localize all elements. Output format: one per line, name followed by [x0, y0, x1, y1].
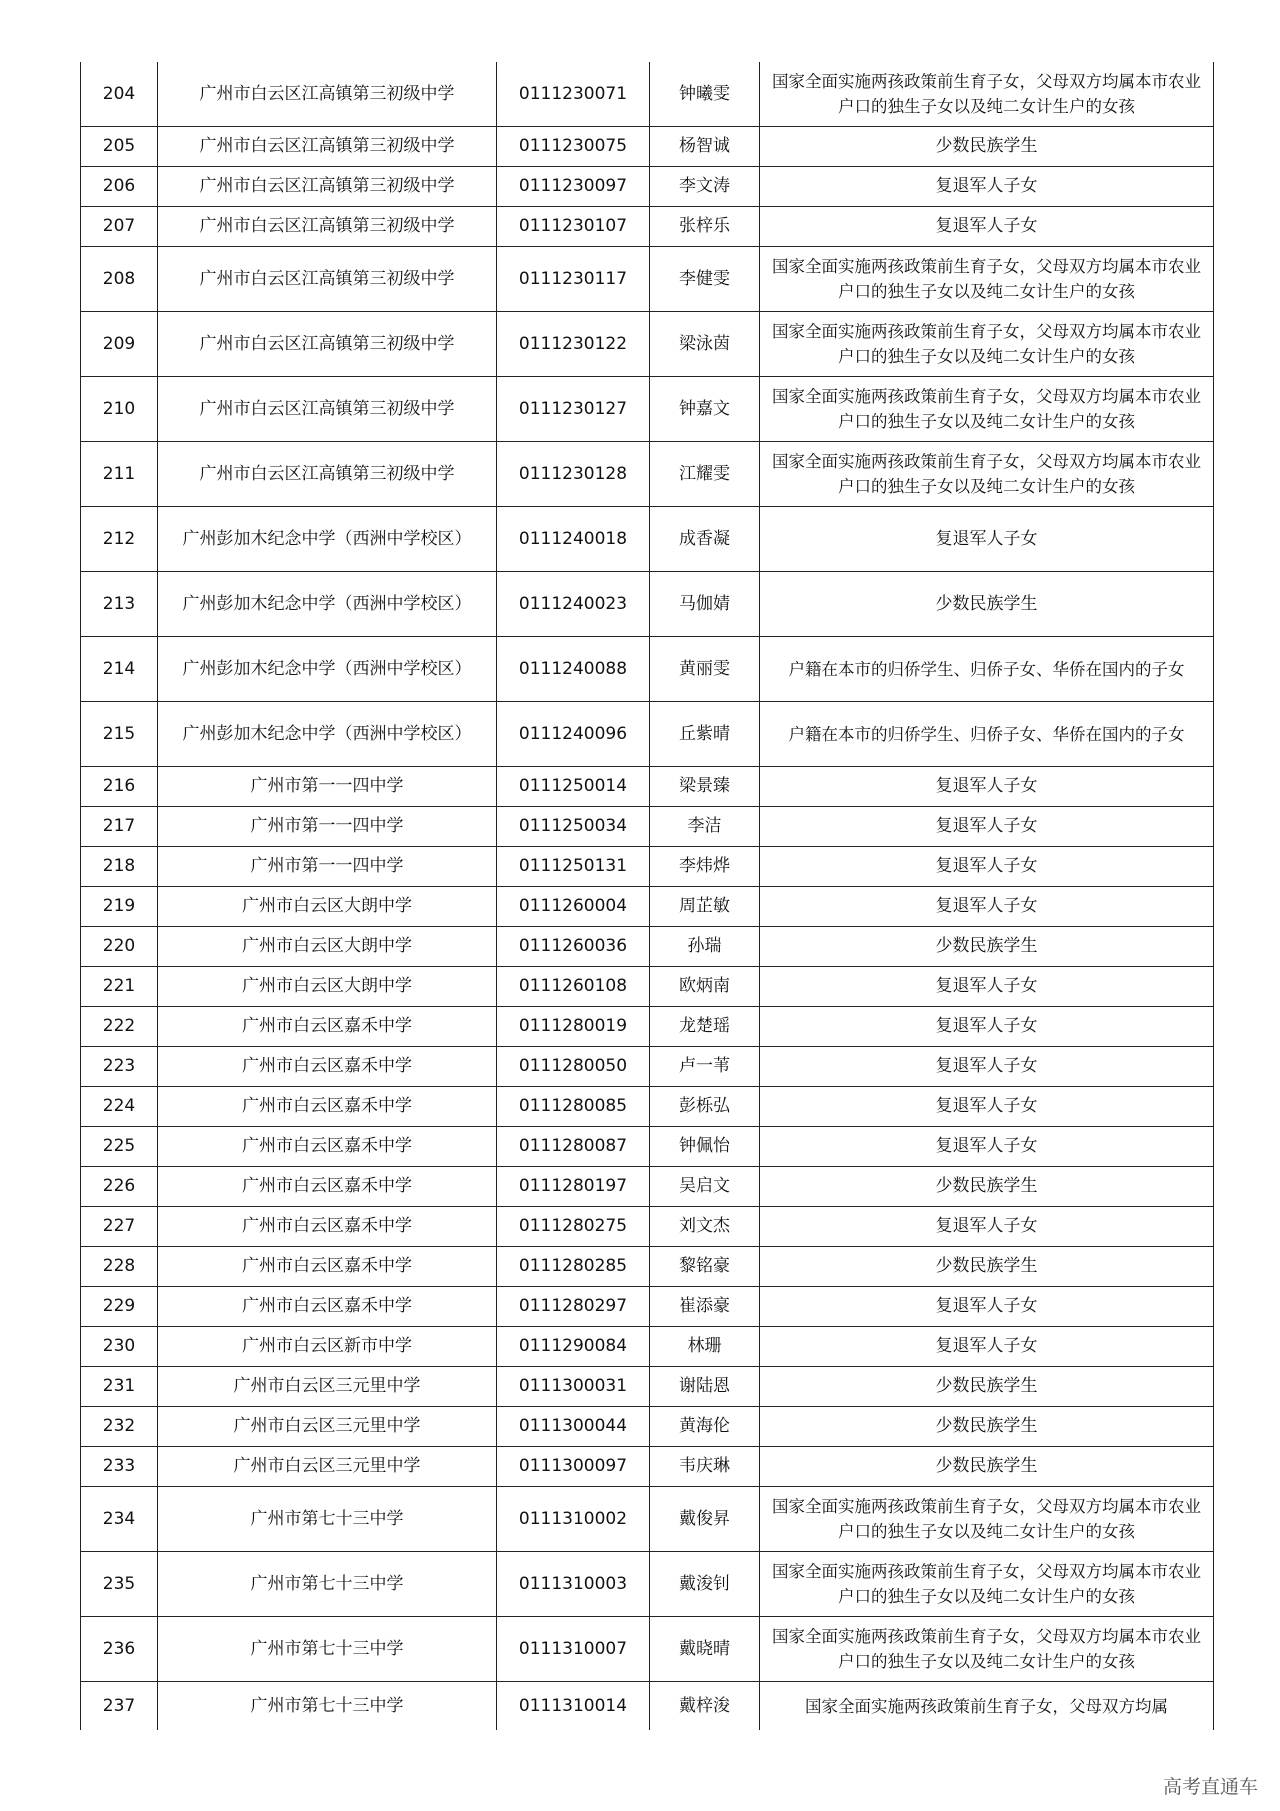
- student-code-cell: 0111250034: [497, 807, 650, 847]
- school-name-cell: 广州市白云区江高镇第三初级中学: [158, 62, 497, 127]
- student-code-cell: 0111300097: [497, 1447, 650, 1487]
- row-index-cell: 206: [81, 167, 158, 207]
- row-index-cell: 216: [81, 767, 158, 807]
- school-name-cell: 广州市白云区江高镇第三初级中学: [158, 377, 497, 442]
- category-cell: 少数民族学生: [760, 127, 1214, 167]
- student-name-cell: 戴俊昇: [650, 1487, 760, 1552]
- table-row: [81, 1167, 1214, 1207]
- table-row: [81, 807, 1214, 847]
- table-row: [81, 1367, 1214, 1407]
- student-code-cell: 0111280197: [497, 1167, 650, 1207]
- category-cell: 国家全面实施两孩政策前生育子女，父母双方均属: [760, 1682, 1214, 1731]
- row-index-cell: 211: [81, 442, 158, 507]
- school-name-cell: 广州市第一一四中学: [158, 847, 497, 887]
- table-row: [81, 1327, 1214, 1367]
- school-name-cell: 广州市白云区新市中学: [158, 1327, 497, 1367]
- category-cell: 复退军人子女: [760, 887, 1214, 927]
- row-index-cell: 237: [81, 1682, 158, 1731]
- category-cell: 复退军人子女: [760, 1127, 1214, 1167]
- table-row: [81, 1407, 1214, 1447]
- category-cell: 国家全面实施两孩政策前生育子女，父母双方均属本市农业户口的独生子女以及纯二女计生户的女孩: [760, 1552, 1214, 1617]
- row-index-cell: 218: [81, 847, 158, 887]
- school-name-cell: 广州市白云区嘉禾中学: [158, 1247, 497, 1287]
- row-index-cell: 225: [81, 1127, 158, 1167]
- student-name-cell: 钟佩怡: [650, 1127, 760, 1167]
- student-code-cell: 0111240018: [497, 507, 650, 572]
- row-index-cell: 233: [81, 1447, 158, 1487]
- student-name-cell: 李文涛: [650, 167, 760, 207]
- school-name-cell: 广州彭加木纪念中学（西洲中学校区）: [158, 637, 497, 702]
- row-index-cell: 205: [81, 127, 158, 167]
- school-name-cell: 广州彭加木纪念中学（西洲中学校区）: [158, 572, 497, 637]
- category-cell: 国家全面实施两孩政策前生育子女，父母双方均属本市农业户口的独生子女以及纯二女计生户的女孩: [760, 377, 1214, 442]
- student-name-cell: 戴梓浚: [650, 1682, 760, 1731]
- row-index-cell: 228: [81, 1247, 158, 1287]
- roster-table: [80, 62, 1214, 1730]
- row-index-cell: 207: [81, 207, 158, 247]
- category-cell: 少数民族学生: [760, 1367, 1214, 1407]
- student-name-cell: 梁景臻: [650, 767, 760, 807]
- category-cell: 复退军人子女: [760, 1007, 1214, 1047]
- student-code-cell: 0111290084: [497, 1327, 650, 1367]
- row-index-cell: 212: [81, 507, 158, 572]
- student-code-cell: 0111260036: [497, 927, 650, 967]
- table-row: [81, 847, 1214, 887]
- category-cell: 国家全面实施两孩政策前生育子女，父母双方均属本市农业户口的独生子女以及纯二女计生户的女孩: [760, 312, 1214, 377]
- table-row: [81, 1287, 1214, 1327]
- student-name-cell: 钟嘉文: [650, 377, 760, 442]
- school-name-cell: 广州市第七十三中学: [158, 1487, 497, 1552]
- row-index-cell: 229: [81, 1287, 158, 1327]
- student-code-cell: 0111230097: [497, 167, 650, 207]
- row-index-cell: 204: [81, 62, 158, 127]
- student-code-cell: 0111230107: [497, 207, 650, 247]
- school-name-cell: 广州彭加木纪念中学（西洲中学校区）: [158, 507, 497, 572]
- row-index-cell: 235: [81, 1552, 158, 1617]
- category-cell: 国家全面实施两孩政策前生育子女，父母双方均属本市农业户口的独生子女以及纯二女计生户的女孩: [760, 247, 1214, 312]
- row-index-cell: 231: [81, 1367, 158, 1407]
- student-name-cell: 吴启文: [650, 1167, 760, 1207]
- student-code-cell: 0111230075: [497, 127, 650, 167]
- row-index-cell: 213: [81, 572, 158, 637]
- row-index-cell: 217: [81, 807, 158, 847]
- row-index-cell: 209: [81, 312, 158, 377]
- student-name-cell: 钟曦雯: [650, 62, 760, 127]
- school-name-cell: 广州市白云区嘉禾中学: [158, 1007, 497, 1047]
- table-row: [81, 1127, 1214, 1167]
- category-cell: 复退军人子女: [760, 767, 1214, 807]
- student-code-cell: 0111230128: [497, 442, 650, 507]
- category-cell: 复退军人子女: [760, 507, 1214, 572]
- row-index-cell: 208: [81, 247, 158, 312]
- table-row: [81, 1247, 1214, 1287]
- student-code-cell: 0111280087: [497, 1127, 650, 1167]
- student-name-cell: 彭栎弘: [650, 1087, 760, 1127]
- student-name-cell: 周芷敏: [650, 887, 760, 927]
- table-row: [81, 167, 1214, 207]
- table-row: [81, 207, 1214, 247]
- school-name-cell: 广州彭加木纪念中学（西洲中学校区）: [158, 702, 497, 767]
- category-cell: 少数民族学生: [760, 1407, 1214, 1447]
- school-name-cell: 广州市白云区嘉禾中学: [158, 1047, 497, 1087]
- school-name-cell: 广州市白云区嘉禾中学: [158, 1207, 497, 1247]
- category-cell: 户籍在本市的归侨学生、归侨子女、华侨在国内的子女: [760, 637, 1214, 702]
- student-code-cell: 0111310003: [497, 1552, 650, 1617]
- student-name-cell: 林珊: [650, 1327, 760, 1367]
- student-name-cell: 卢一苇: [650, 1047, 760, 1087]
- student-code-cell: 0111230117: [497, 247, 650, 312]
- table-row: [81, 887, 1214, 927]
- school-name-cell: 广州市白云区江高镇第三初级中学: [158, 247, 497, 312]
- table-row: [81, 247, 1214, 312]
- row-index-cell: 226: [81, 1167, 158, 1207]
- school-name-cell: 广州市白云区江高镇第三初级中学: [158, 207, 497, 247]
- table-row: [81, 127, 1214, 167]
- category-cell: 复退军人子女: [760, 1287, 1214, 1327]
- table-row: [81, 1552, 1214, 1617]
- student-code-cell: 0111310002: [497, 1487, 650, 1552]
- school-name-cell: 广州市第七十三中学: [158, 1617, 497, 1682]
- school-name-cell: 广州市白云区大朗中学: [158, 887, 497, 927]
- table-row: [81, 377, 1214, 442]
- student-name-cell: 李炜烨: [650, 847, 760, 887]
- watermark: 高考直通车: [1162, 1776, 1258, 1798]
- table-row: [81, 637, 1214, 702]
- table-row: [81, 702, 1214, 767]
- student-name-cell: 张梓乐: [650, 207, 760, 247]
- student-name-cell: 马伽婧: [650, 572, 760, 637]
- table-row: [81, 967, 1214, 1007]
- student-code-cell: 0111260108: [497, 967, 650, 1007]
- student-code-cell: 0111240088: [497, 637, 650, 702]
- category-cell: 复退军人子女: [760, 1047, 1214, 1087]
- student-name-cell: 黄丽雯: [650, 637, 760, 702]
- student-name-cell: 韦庆琳: [650, 1447, 760, 1487]
- student-name-cell: 李洁: [650, 807, 760, 847]
- school-name-cell: 广州市白云区江高镇第三初级中学: [158, 312, 497, 377]
- student-name-cell: 杨智诚: [650, 127, 760, 167]
- school-name-cell: 广州市白云区三元里中学: [158, 1367, 497, 1407]
- school-name-cell: 广州市白云区大朗中学: [158, 967, 497, 1007]
- category-cell: 复退军人子女: [760, 1087, 1214, 1127]
- category-cell: 户籍在本市的归侨学生、归侨子女、华侨在国内的子女: [760, 702, 1214, 767]
- school-name-cell: 广州市白云区嘉禾中学: [158, 1287, 497, 1327]
- row-index-cell: 221: [81, 967, 158, 1007]
- student-name-cell: 欧炳南: [650, 967, 760, 1007]
- row-index-cell: 224: [81, 1087, 158, 1127]
- student-name-cell: 谢陆恩: [650, 1367, 760, 1407]
- student-code-cell: 0111300031: [497, 1367, 650, 1407]
- row-index-cell: 232: [81, 1407, 158, 1447]
- student-code-cell: 0111260004: [497, 887, 650, 927]
- student-code-cell: 0111310014: [497, 1682, 650, 1731]
- student-code-cell: 0111280275: [497, 1207, 650, 1247]
- student-name-cell: 崔添豪: [650, 1287, 760, 1327]
- row-index-cell: 219: [81, 887, 158, 927]
- category-cell: 复退军人子女: [760, 1207, 1214, 1247]
- table-row: [81, 1207, 1214, 1247]
- table-row: [81, 312, 1214, 377]
- row-index-cell: 223: [81, 1047, 158, 1087]
- student-code-cell: 0111240096: [497, 702, 650, 767]
- category-cell: 少数民族学生: [760, 1447, 1214, 1487]
- student-code-cell: 0111240023: [497, 572, 650, 637]
- student-code-cell: 0111250131: [497, 847, 650, 887]
- student-code-cell: 0111280050: [497, 1047, 650, 1087]
- row-index-cell: 214: [81, 637, 158, 702]
- row-index-cell: 222: [81, 1007, 158, 1047]
- table-row: [81, 927, 1214, 967]
- row-index-cell: 234: [81, 1487, 158, 1552]
- student-name-cell: 江耀雯: [650, 442, 760, 507]
- student-code-cell: 0111280297: [497, 1287, 650, 1327]
- school-name-cell: 广州市第七十三中学: [158, 1552, 497, 1617]
- student-name-cell: 戴晓晴: [650, 1617, 760, 1682]
- student-name-cell: 戴浚钊: [650, 1552, 760, 1617]
- table-row: [81, 1047, 1214, 1087]
- category-cell: 少数民族学生: [760, 927, 1214, 967]
- student-name-cell: 孙瑞: [650, 927, 760, 967]
- table-row: [81, 1447, 1214, 1487]
- student-code-cell: 0111300044: [497, 1407, 650, 1447]
- student-name-cell: 李健雯: [650, 247, 760, 312]
- school-name-cell: 广州市白云区三元里中学: [158, 1407, 497, 1447]
- student-name-cell: 黎铭豪: [650, 1247, 760, 1287]
- category-cell: 少数民族学生: [760, 1247, 1214, 1287]
- row-index-cell: 210: [81, 377, 158, 442]
- category-cell: 复退军人子女: [760, 847, 1214, 887]
- category-cell: 国家全面实施两孩政策前生育子女，父母双方均属本市农业户口的独生子女以及纯二女计生户的女孩: [760, 1617, 1214, 1682]
- student-code-cell: 0111280285: [497, 1247, 650, 1287]
- student-code-cell: 0111280019: [497, 1007, 650, 1047]
- row-index-cell: 215: [81, 702, 158, 767]
- table-row: [81, 442, 1214, 507]
- category-cell: 国家全面实施两孩政策前生育子女，父母双方均属本市农业户口的独生子女以及纯二女计生户的女孩: [760, 62, 1214, 127]
- school-name-cell: 广州市白云区江高镇第三初级中学: [158, 127, 497, 167]
- student-code-cell: 0111230127: [497, 377, 650, 442]
- student-name-cell: 梁泳茵: [650, 312, 760, 377]
- row-index-cell: 220: [81, 927, 158, 967]
- category-cell: 复退军人子女: [760, 967, 1214, 1007]
- category-cell: 复退军人子女: [760, 167, 1214, 207]
- school-name-cell: 广州市白云区嘉禾中学: [158, 1127, 497, 1167]
- school-name-cell: 广州市白云区江高镇第三初级中学: [158, 167, 497, 207]
- table-row: [81, 572, 1214, 637]
- category-cell: 国家全面实施两孩政策前生育子女，父母双方均属本市农业户口的独生子女以及纯二女计生户的女孩: [760, 442, 1214, 507]
- student-code-cell: 0111250014: [497, 767, 650, 807]
- student-name-cell: 龙楚瑶: [650, 1007, 760, 1047]
- school-name-cell: 广州市白云区江高镇第三初级中学: [158, 442, 497, 507]
- school-name-cell: 广州市白云区嘉禾中学: [158, 1087, 497, 1127]
- row-index-cell: 227: [81, 1207, 158, 1247]
- school-name-cell: 广州市白云区大朗中学: [158, 927, 497, 967]
- student-code-cell: 0111230071: [497, 62, 650, 127]
- table-row: [81, 1487, 1214, 1552]
- roster-body: [81, 62, 1214, 1730]
- table-row: [81, 1682, 1214, 1731]
- table-row: [81, 1087, 1214, 1127]
- school-name-cell: 广州市第一一四中学: [158, 767, 497, 807]
- category-cell: 复退军人子女: [760, 1327, 1214, 1367]
- table-row: [81, 1007, 1214, 1047]
- category-cell: 复退军人子女: [760, 207, 1214, 247]
- student-code-cell: 0111310007: [497, 1617, 650, 1682]
- category-cell: 少数民族学生: [760, 572, 1214, 637]
- student-name-cell: 黄海伦: [650, 1407, 760, 1447]
- table-row: [81, 507, 1214, 572]
- school-name-cell: 广州市白云区嘉禾中学: [158, 1167, 497, 1207]
- category-cell: 国家全面实施两孩政策前生育子女，父母双方均属本市农业户口的独生子女以及纯二女计生户的女孩: [760, 1487, 1214, 1552]
- row-index-cell: 236: [81, 1617, 158, 1682]
- student-code-cell: 0111230122: [497, 312, 650, 377]
- table-row: [81, 62, 1214, 127]
- school-name-cell: 广州市第一一四中学: [158, 807, 497, 847]
- student-name-cell: 刘文杰: [650, 1207, 760, 1247]
- table-row: [81, 1617, 1214, 1682]
- category-cell: 少数民族学生: [760, 1167, 1214, 1207]
- table-row: [81, 767, 1214, 807]
- category-cell: 复退军人子女: [760, 807, 1214, 847]
- row-index-cell: 230: [81, 1327, 158, 1367]
- school-name-cell: 广州市白云区三元里中学: [158, 1447, 497, 1487]
- student-name-cell: 丘紫晴: [650, 702, 760, 767]
- student-code-cell: 0111280085: [497, 1087, 650, 1127]
- roster-sheet: [80, 62, 1213, 1730]
- student-name-cell: 成香凝: [650, 507, 760, 572]
- school-name-cell: 广州市第七十三中学: [158, 1682, 497, 1731]
